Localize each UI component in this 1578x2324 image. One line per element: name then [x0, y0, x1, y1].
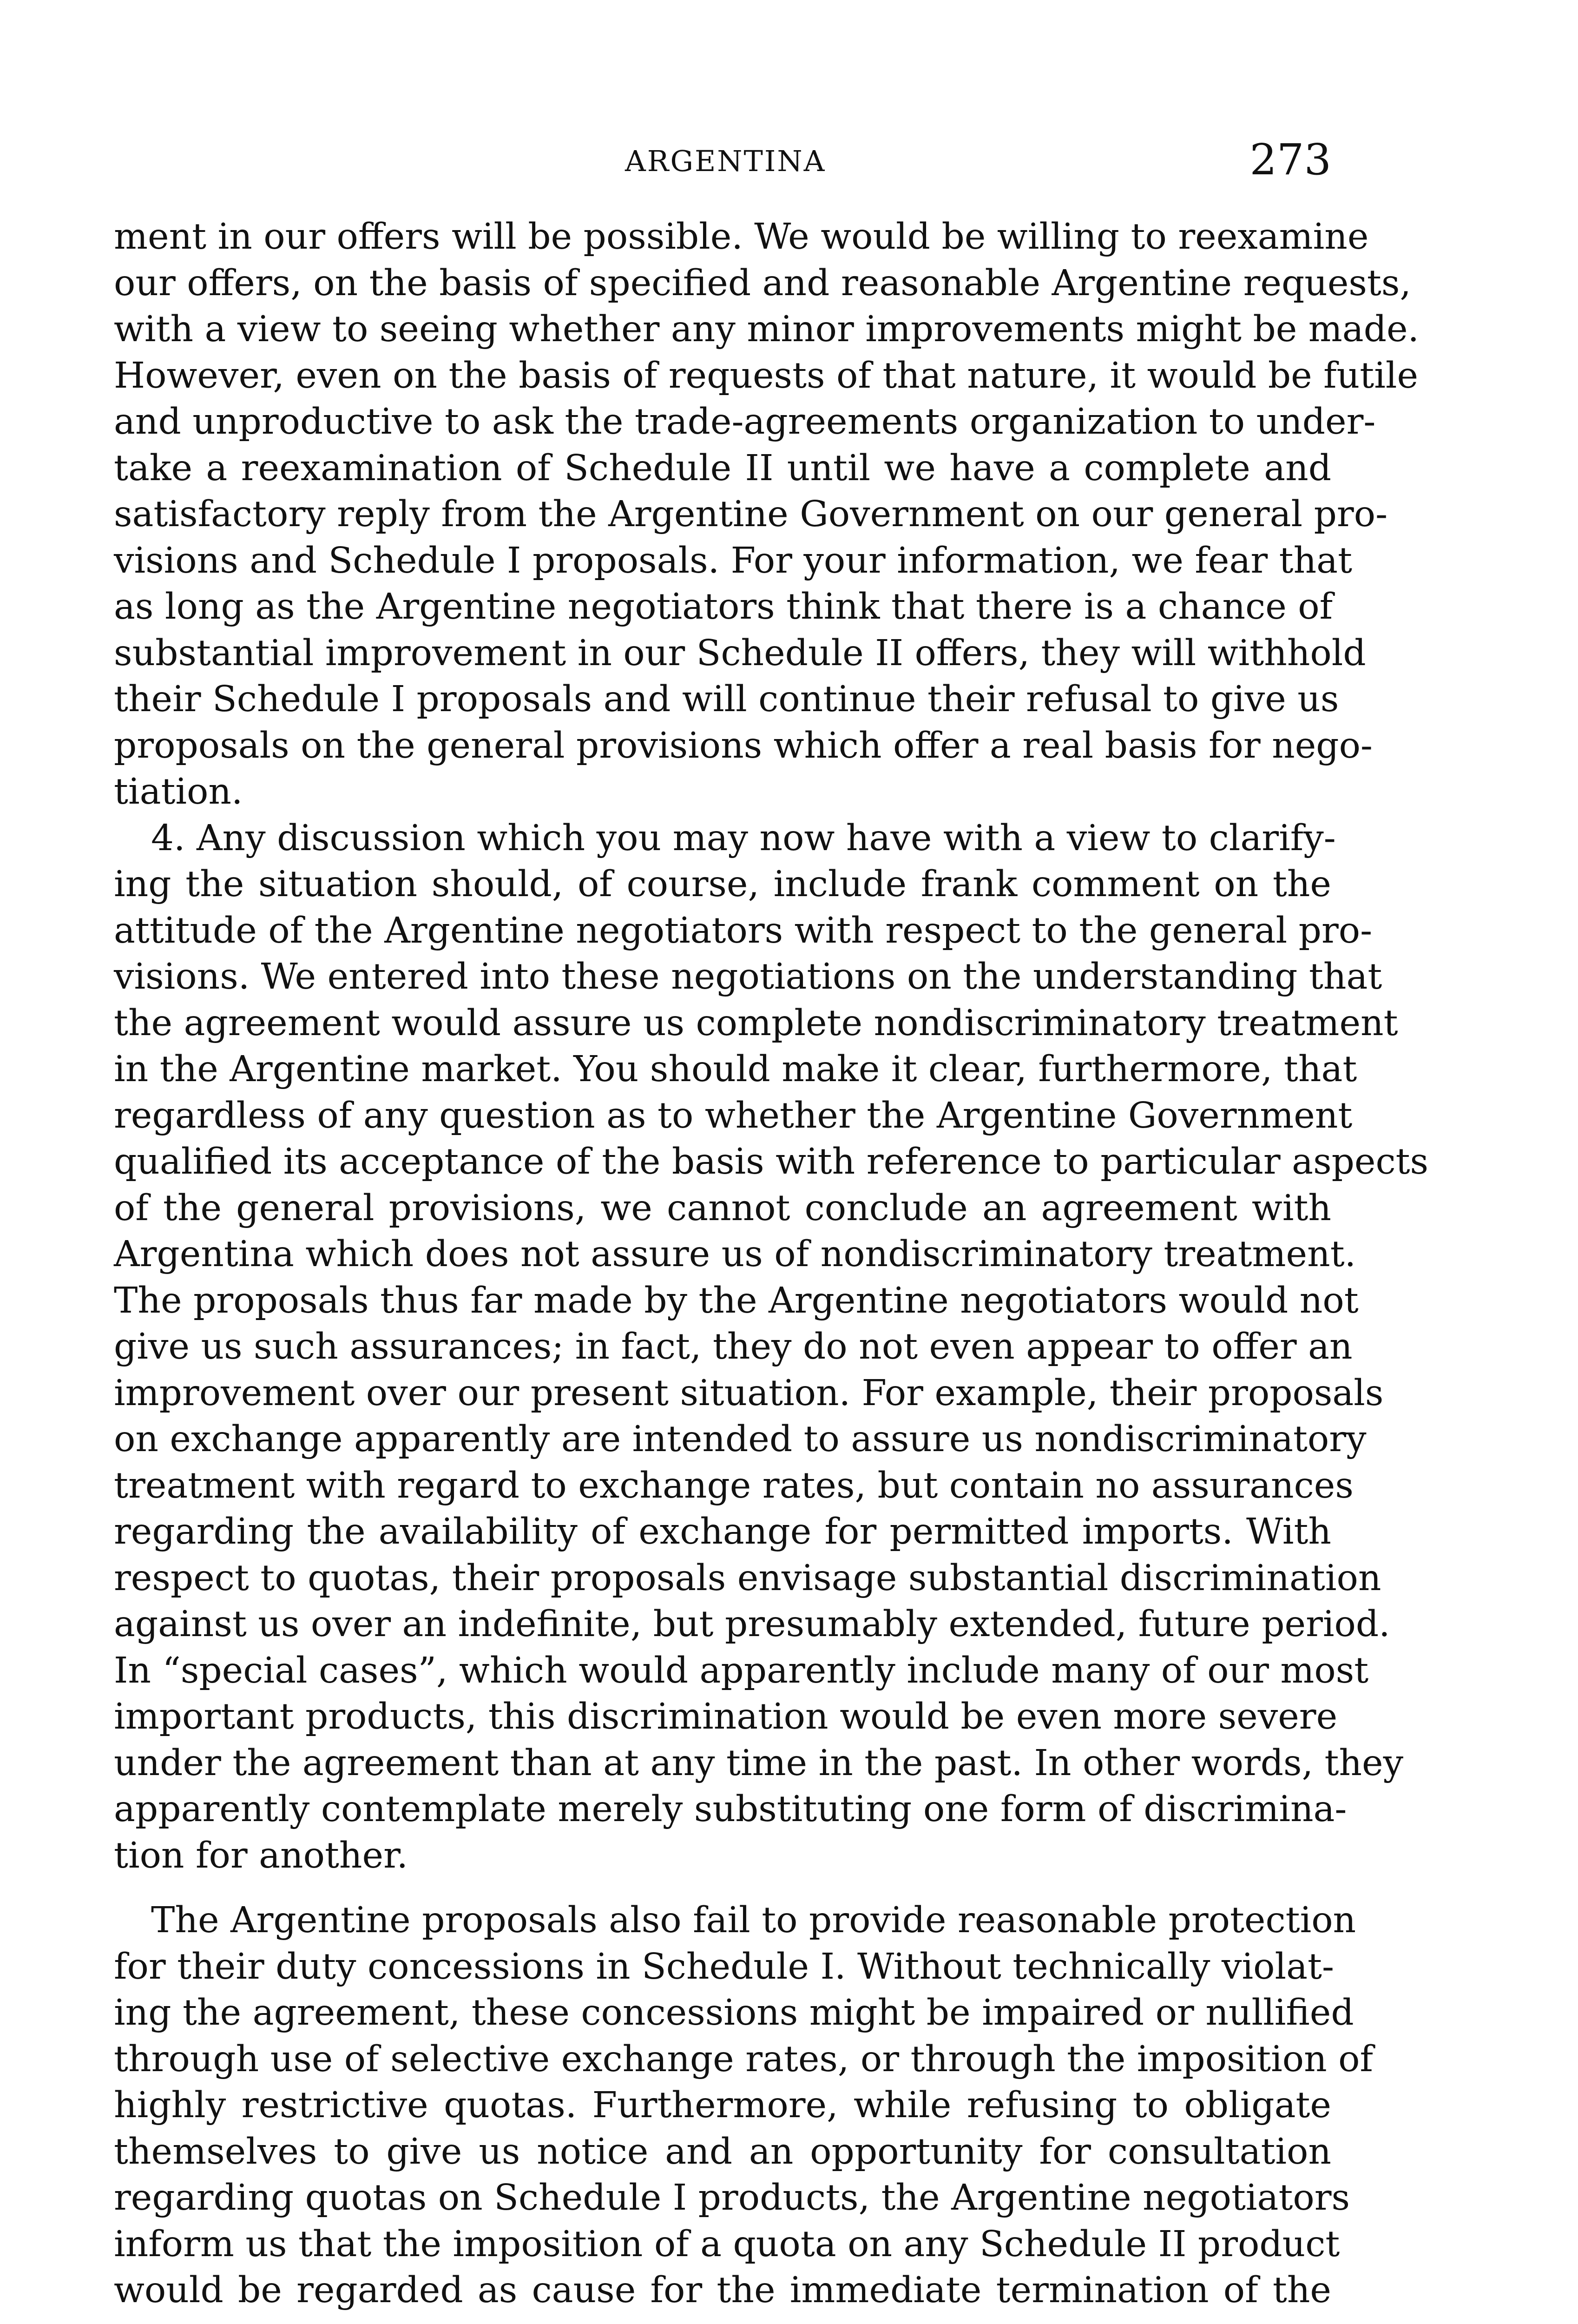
text-line: substantial improvement in our Schedule II offers, they will withhold [114, 632, 1366, 674]
text-line: give us such assurances; in fact, they do not even appear to offer an [114, 1326, 1353, 1367]
text-line: ing the agreement, these concessions might be impaired or nullified [114, 1992, 1354, 2034]
text-line: regarding quotas on Schedule I products, the Argentine negotiators [114, 2177, 1350, 2218]
text-line: However, even on the basis of requests of that nature, it would be futile [114, 355, 1419, 396]
text-line: take a reexamination of Schedule II until we have a complete and [114, 447, 1331, 489]
text-line: attitude of the Argentine negotiators with respect to the general pro- [114, 910, 1373, 951]
text-line: of the general provisions, we cannot conclude an agreement with [114, 1187, 1331, 1229]
text-line: and unproductive to ask the trade-agreements organization to under- [114, 401, 1376, 442]
running-head: ARGENTINA [625, 144, 826, 178]
text-line: treatment with regard to exchange rates, but contain no assurances [114, 1465, 1354, 1506]
text-line: apparently contemplate merely substituting one form of discrimina- [114, 1789, 1347, 1830]
paragraph-gap [114, 1879, 1331, 1897]
text-line: in the Argentine market. You should make it clear, furthermore, that [114, 1049, 1357, 1090]
text-line: highly restrictive quotas. Furthermore, while refusing to obligate [114, 2085, 1331, 2126]
text-line: Argentina which does not assure us of nondiscriminatory treatment. [114, 1234, 1356, 1275]
text-line: improvement over our present situation. For example, their proposals [114, 1372, 1384, 1414]
text-line: through use of selective exchange rates, or through the imposition of [114, 2038, 1374, 2080]
text-line: ing the situation should, of course, include frank comment on the [114, 864, 1331, 905]
text-line: The Argentine proposals also fail to provide reasonable protection [151, 1900, 1356, 1941]
text-line: respect to quotas, their proposals envisage substantial discrimination [114, 1557, 1381, 1599]
text-line: In “special cases”, which would apparently include many of our most [114, 1650, 1369, 1691]
page-number: 273 [1249, 135, 1331, 185]
page-header [114, 135, 1331, 186]
body-text [114, 214, 1429, 2314]
text-line: tion for another. [114, 1835, 408, 1876]
text-line: 4. Any discussion which you may now have with a view to clarify- [151, 817, 1336, 859]
text-line: visions and Schedule I proposals. For your information, we fear that [114, 540, 1353, 581]
text-line: under the agreement than at any time in the past. In other words, they [114, 1742, 1404, 1784]
text-line: with a view to seeing whether any minor improvements might be made. [114, 309, 1420, 350]
text-line: ment in our offers will be possible. We would be willing to reexamine [114, 216, 1369, 257]
text-line: important products, this discrimination would be even more severe [114, 1696, 1338, 1737]
text-line: visions. We entered into these negotiations on the understanding that [114, 956, 1382, 997]
text-line: inform us that the imposition of a quota on any Schedule II product [114, 2223, 1340, 2265]
text-line: themselves to give us notice and an opportunity for consultation [114, 2131, 1331, 2172]
text-line: regarding the availability of exchange for permitted imports. With [114, 1511, 1331, 1552]
text-line: the agreement would assure us complete nondiscriminatory treatment [114, 1002, 1398, 1044]
text-line: for their duty concessions in Schedule I. Without technically violat- [114, 1946, 1334, 1987]
text-line: their Schedule I proposals and will continue their refusal to give us [114, 679, 1339, 720]
text-line: against us over an indefinite, but presumably extended, future period. [114, 1604, 1390, 1645]
text-line: qualified its acceptance of the basis with reference to particular aspects [114, 1141, 1429, 1182]
text-line: satisfactory reply from the Argentine Government on our general pro- [114, 494, 1388, 535]
text-line: would be regarded as cause for the immediate termination of the [114, 2270, 1331, 2311]
text-line: our offers, on the basis of specified and reasonable Argentine requests, [114, 262, 1411, 304]
text-line: regardless of any question as to whether the Argentine Government [114, 1095, 1353, 1136]
text-line: tiation. [114, 771, 243, 812]
text-line: proposals on the general provisions which offer a real basis for nego- [114, 725, 1373, 766]
text-line: on exchange apparently are intended to assure us nondiscriminatory [114, 1419, 1367, 1460]
text-line: The proposals thus far made by the Argentine negotiators would not [114, 1280, 1359, 1321]
text-line: as long as the Argentine negotiators think that there is a chance of [114, 586, 1333, 627]
